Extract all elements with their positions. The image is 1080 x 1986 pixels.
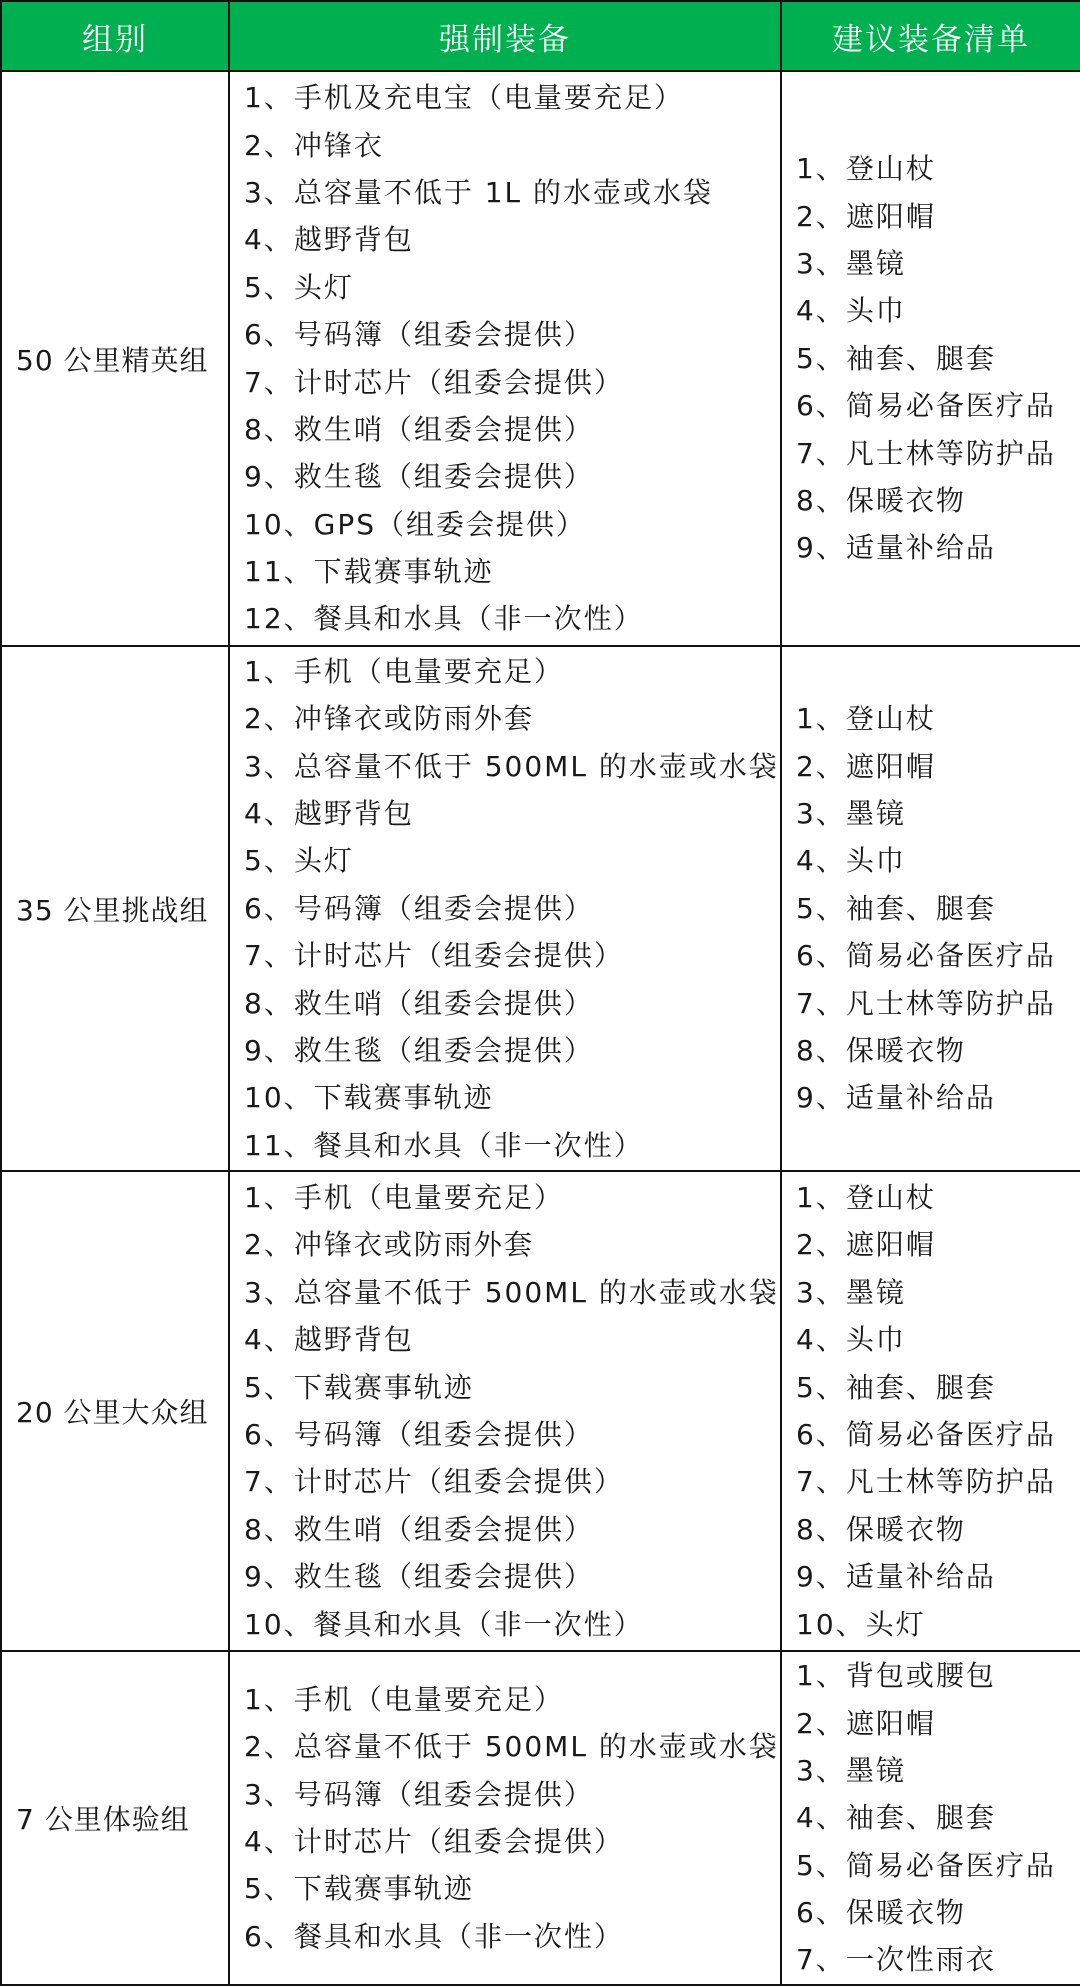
mandatory-item: 8、救生哨（组委会提供） [244, 412, 594, 446]
mandatory-list-cell [229, 71, 781, 646]
mandatory-item: 5、头灯 [244, 844, 354, 878]
recommended-list-cell [781, 646, 1080, 1171]
recommended-list-cell [781, 1651, 1080, 1985]
mandatory-item: 3、号码簿（组委会提供） [244, 1777, 594, 1811]
table-row [1, 1171, 1080, 1651]
mandatory-item: 6、号码簿（组委会提供） [244, 891, 594, 925]
mandatory-item: 6、餐具和水具（非一次性） [244, 1919, 624, 1953]
recommended-item: 2、遮阳帽 [796, 199, 936, 233]
recommended-item: 3、墨镜 [796, 797, 906, 831]
mandatory-list-cell [229, 646, 781, 1171]
recommended-item: 1、登山杖 [796, 702, 936, 736]
mandatory-item: 11、下载赛事轨迹 [244, 555, 494, 589]
mandatory-item: 10、餐具和水具（非一次性） [244, 1607, 644, 1641]
mandatory-item: 10、下载赛事轨迹 [244, 1081, 494, 1115]
recommended-item: 4、头巾 [796, 844, 906, 878]
mandatory-item: 4、越野背包 [244, 1323, 414, 1357]
mandatory-item: 1、手机（电量要充足） [244, 654, 564, 688]
recommended-item: 7、凡士林等防护品 [796, 986, 1056, 1020]
group-name: 20 公里大众组 [1, 1171, 229, 1651]
recommended-list [796, 695, 1080, 1122]
recommended-item: 3、墨镜 [796, 1275, 906, 1309]
mandatory-list-cell [229, 1651, 781, 1985]
mandatory-item: 3、总容量不低于 500ML 的水壶或水袋 [244, 749, 779, 783]
mandatory-item: 11、餐具和水具（非一次性） [244, 1128, 644, 1162]
mandatory-item: 6、号码簿（组委会提供） [244, 318, 594, 352]
recommended-item: 6、简易必备医疗品 [796, 389, 1056, 423]
mandatory-item: 7、计时芯片（组委会提供） [244, 1465, 624, 1499]
mandatory-item: 2、冲锋衣或防雨外套 [244, 702, 534, 736]
recommended-item: 2、遮阳帽 [796, 1706, 936, 1740]
mandatory-item: 10、GPS（组委会提供） [244, 507, 586, 541]
recommended-item: 3、墨镜 [796, 1753, 906, 1787]
mandatory-item: 2、总容量不低于 500ML 的水壶或水袋 [244, 1730, 779, 1764]
mandatory-item: 9、救生毯（组委会提供） [244, 1033, 594, 1067]
mandatory-item: 1、手机（电量要充足） [244, 1682, 564, 1716]
mandatory-item: 7、计时芯片（组委会提供） [244, 939, 624, 973]
recommended-item: 9、适量补给品 [796, 531, 996, 565]
recommended-item: 7、凡士林等防护品 [796, 436, 1056, 470]
recommended-item: 5、简易必备医疗品 [796, 1848, 1056, 1882]
recommended-item: 3、墨镜 [796, 247, 906, 281]
mandatory-item: 5、下载赛事轨迹 [244, 1370, 474, 1404]
recommended-list [796, 145, 1080, 572]
group-name: 50 公里精英组 [1, 71, 229, 646]
recommended-item: 9、适量补给品 [796, 1560, 996, 1594]
mandatory-item: 8、救生哨（组委会提供） [244, 1512, 594, 1546]
recommended-item: 9、适量补给品 [796, 1081, 996, 1115]
recommended-list-cell [781, 1171, 1080, 1651]
mandatory-item: 7、计时芯片（组委会提供） [244, 365, 624, 399]
header-row [1, 1, 1080, 71]
mandatory-item: 1、手机及充电宝（电量要充足） [244, 81, 684, 115]
mandatory-item: 3、总容量不低于 500ML 的水壶或水袋 [244, 1275, 779, 1309]
recommended-item: 4、头巾 [796, 294, 906, 328]
group-name: 35 公里挑战组 [1, 646, 229, 1171]
mandatory-item: 4、越野背包 [244, 223, 414, 257]
recommended-list [796, 1652, 1080, 1984]
mandatory-item: 1、手机（电量要充足） [244, 1181, 564, 1215]
table-row [1, 646, 1080, 1171]
mandatory-item: 2、冲锋衣或防雨外套 [244, 1228, 534, 1262]
mandatory-item: 12、餐具和水具（非一次性） [244, 602, 644, 636]
mandatory-item: 5、头灯 [244, 270, 354, 304]
mandatory-list-cell [229, 1171, 781, 1651]
mandatory-item: 8、救生哨（组委会提供） [244, 986, 594, 1020]
recommended-item: 6、简易必备医疗品 [796, 1418, 1056, 1451]
mandatory-item: 4、越野背包 [244, 797, 414, 831]
group-name: 7 公里体验组 [1, 1651, 229, 1985]
recommended-item: 4、袖套、腿套 [796, 1801, 996, 1835]
mandatory-item: 9、救生毯（组委会提供） [244, 460, 594, 494]
recommended-item: 1、登山杖 [796, 1181, 936, 1215]
recommended-item: 1、登山杖 [796, 152, 936, 186]
header-mandatory: 强制装备 [229, 1, 781, 71]
recommended-item: 5、袖套、腿套 [796, 891, 996, 925]
recommended-item: 4、头巾 [796, 1323, 906, 1357]
recommended-item: 2、遮阳帽 [796, 1228, 936, 1262]
header-group: 组别 [1, 1, 229, 71]
table-row [1, 1651, 1080, 1985]
recommended-item: 7、凡士林等防护品 [796, 1465, 1056, 1499]
recommended-item: 6、保暖衣物 [796, 1896, 966, 1930]
recommended-item: 8、保暖衣物 [796, 1512, 966, 1546]
mandatory-item: 3、总容量不低于 1L 的水壶或水袋 [244, 175, 714, 209]
mandatory-list [244, 648, 780, 1169]
recommended-item: 8、保暖衣物 [796, 483, 966, 517]
recommended-item: 5、袖套、腿套 [796, 341, 996, 375]
recommended-list [796, 1174, 1080, 1648]
mandatory-item: 9、救生毯（组委会提供） [244, 1560, 594, 1594]
mandatory-item: 2、冲锋衣 [244, 128, 384, 162]
recommended-item: 5、袖套、腿套 [796, 1370, 996, 1404]
recommended-item: 10、头灯 [796, 1607, 926, 1641]
mandatory-item: 4、计时芯片（组委会提供） [244, 1825, 624, 1858]
recommended-item: 2、遮阳帽 [796, 749, 936, 783]
mandatory-list [244, 74, 780, 643]
mandatory-list [244, 1174, 780, 1648]
header-recommended: 建议装备清单 [781, 1, 1080, 71]
mandatory-item: 5、下载赛事轨迹 [244, 1872, 474, 1906]
recommended-item: 1、背包或腰包 [796, 1659, 996, 1693]
recommended-item: 7、一次性雨衣 [796, 1943, 996, 1977]
table-row [1, 71, 1080, 646]
mandatory-list [244, 1676, 780, 1960]
mandatory-item: 6、号码簿（组委会提供） [244, 1418, 594, 1451]
recommended-item: 6、简易必备医疗品 [796, 939, 1056, 973]
recommended-list-cell [781, 71, 1080, 646]
recommended-item: 8、保暖衣物 [796, 1033, 966, 1067]
